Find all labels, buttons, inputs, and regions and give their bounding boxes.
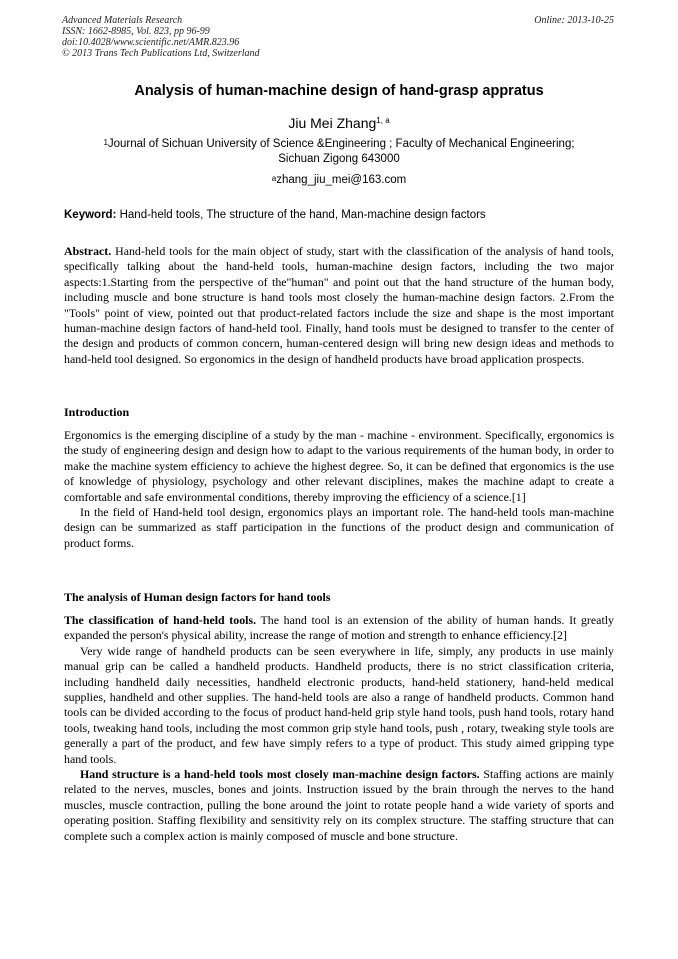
journal-header <box>62 15 442 59</box>
journal-copyright: © 2013 Trans Tech Publications Ltd, Switzerland <box>62 48 260 59</box>
introduction-paragraph-1: Ergonomics is the emerging discipline of a study by the man - machine - environment. Specifically, ergonomics is the study of engineering design and design how to adapt to the various requirements of the human body, in order to make the machine system efficiency to achieve the highest degree. So, it can be defined that ergonomics is the use of knowledge of physiology, psychology and other relevant disciplines, makes the machine adapt to create a comfortable and safe environmental conditions, thereby improving the efficiency of a science.[1] <box>64 428 614 504</box>
analysis-heading: The analysis of Human design factors for hand tools <box>64 590 331 604</box>
journal-name: Advanced Materials Research <box>62 15 183 26</box>
affiliation-line-2: Sichuan Zigong 643000 <box>278 153 400 165</box>
analysis-paragraph-3 <box>64 767 614 844</box>
classification-lead: The classification of hand-held tools. <box>64 613 257 627</box>
paper-title: Analysis of human-machine design of hand-grasp appratus <box>134 83 544 99</box>
analysis-paragraph-1 <box>64 613 614 644</box>
keywords <box>64 208 616 223</box>
online-date: Online: 2013-10-25 <box>534 15 614 26</box>
keyword-label: Keyword: <box>64 209 117 221</box>
classification-text: The hand tool is an extension of the ability of human hands. It greatly expanded the person's physical ability, increase the range of motion and strength to enhance efficiency.[2] <box>64 613 614 643</box>
hand-structure-lead: Hand structure is a hand-held tools most closely man-machine design factors. <box>80 767 480 782</box>
introduction-body <box>64 428 614 551</box>
analysis-paragraph-2: Very wide range of handheld products can be seen everywhere in life, simply, any products in use mainly manual grip can be called a handheld products. Handheld products, there is no strict classification criteria, including handheld daily necessities, handheld electronic products, hand-held stationery, hand-held medical supplies, handheld and other supplies. The hand-held tools are also a range of handheld products. Common hand tools can be divided according to the focus of product hand-held grip style hand tools, push hand tools, rotary hand tools, tweaking hand tools, including the most common grip style hand tools, push , rotary, tweaking style tools are generally a part of the product, and few have simply refers to a type of product. This study aimed gripping type hand tools. <box>64 643 614 766</box>
abstract-text: Hand-held tools for the main object of study, start with the classification of the analysis of hand tools, specifically talking about the hand-held tools, human-machine design factors, including the two major aspects:1.Starting from the perspective of the"human" and point out that the hand structure of the human body, including muscle and bone structure is hand tools most closely the human-machine design factors. 2.From the "Tools" point of view, pointed out that product-related factors include the size and shape is the most important human-machine design factors of hand-held tool. Finally, hand tools must be designed to transfer to the center of the design and products of common concern, human-centered design will bring new design ideas and methods to hand-held tool designed. So ergonomics in the design of handheld products have broad application prospects. <box>64 244 614 366</box>
abstract <box>64 244 614 367</box>
author-email <box>40 173 638 188</box>
author-line <box>40 114 638 132</box>
journal-doi[interactable]: doi:10.4028/www.scientific.net/AMR.823.96 <box>62 37 240 48</box>
abstract-label: Abstract. <box>64 244 112 258</box>
affiliation-mark: 1 <box>103 138 108 147</box>
author-marks: 1, a <box>376 116 390 125</box>
introduction-heading: Introduction <box>64 405 130 419</box>
email-mark: a <box>271 174 277 183</box>
keyword-text: Hand-held tools, The structure of the hand, Man-machine design factors <box>116 209 486 221</box>
journal-issn: ISSN: 1662-8985, Vol. 823, pp 96-99 <box>62 26 210 37</box>
email-address[interactable]: zhang_jiu_mei@163.com <box>276 174 407 186</box>
affiliation-line-1: Journal of Sichuan University of Science &Engineering ; Faculty of Mechanical Engineering; <box>107 138 575 150</box>
author-name: Jiu Mei Zhang <box>288 115 377 131</box>
introduction-paragraph-2: In the field of Hand-held tool design, ergonomics plays an important role. The hand-held tools man-machine design can be summarized as staff participation in the functions of the product design and communication of product forms. <box>64 505 614 550</box>
analysis-body <box>64 613 614 844</box>
hand-structure-text: Staffing actions are mainly related to the nerves, muscles, bones and joints. Instruction issued by the brain through the nerves to the hand muscles, muscle contraction, pulling the bone around the joint to rotate people hand a wide variety of sports and operating position. Staffing flexibility and sensitivity rely on its complex structure. The staffing structure that can complete such a complex action is mainly composed of muscle and bone structure. <box>64 767 614 843</box>
affiliation <box>60 137 618 167</box>
